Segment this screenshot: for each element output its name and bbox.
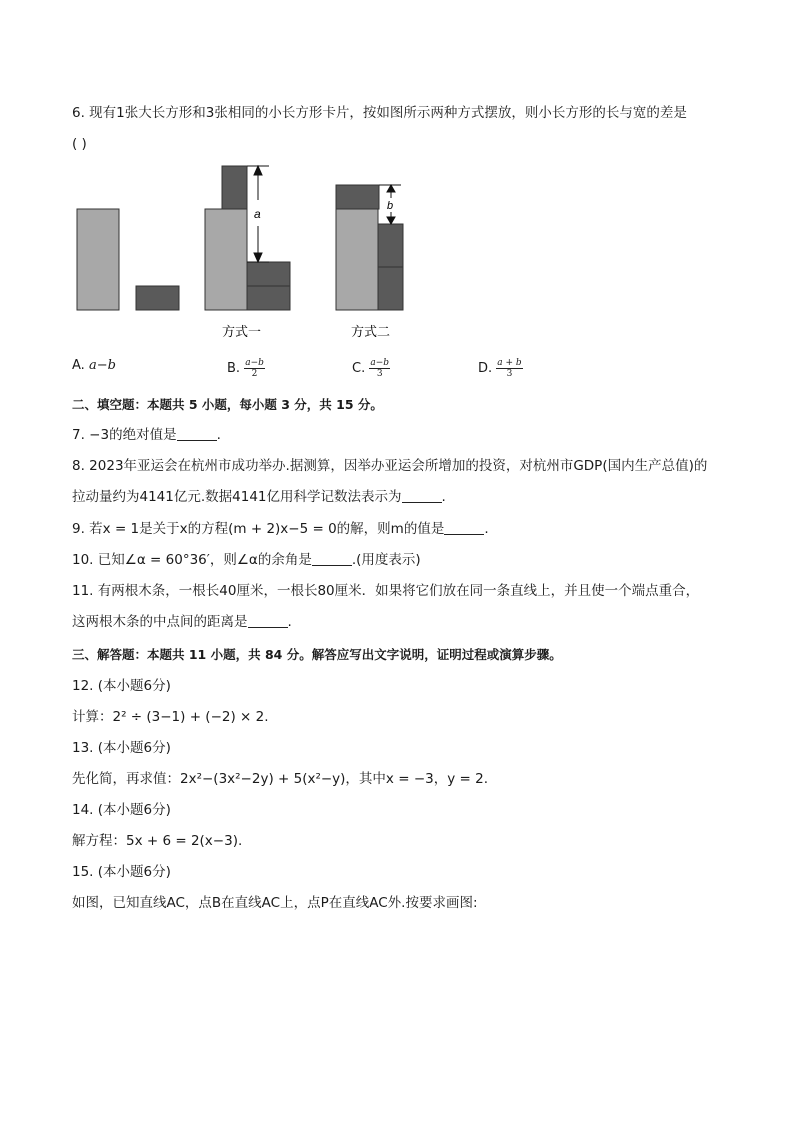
q10-end: .(用度表示): [351, 552, 421, 568]
q13-body: 先化简，再求值：2x²−(3x²−2y) + 5(x²−y)，其中x = −3，y = 2.: [72, 771, 488, 787]
q10-text: 10. 已知∠α = 60°36′，则∠α的余角是: [72, 552, 312, 568]
q15-body: 如图，已知直线AC，点B在直线AC上，点P在直线AC外.按要求画图:: [72, 895, 478, 911]
q8-answer-blank[interactable]: [402, 490, 442, 503]
caption-method1: 方式一: [222, 324, 262, 339]
q7-answer-blank[interactable]: [177, 428, 217, 441]
q7: [72, 426, 221, 444]
caption-method2: 方式二: [351, 324, 391, 339]
option-c-fraction: [369, 358, 390, 379]
option-b-letter: B.: [227, 361, 241, 376]
q8-line2: [72, 488, 446, 506]
method1-small-horizontal-bottom: [247, 286, 290, 310]
option-b-denominator: 2: [251, 369, 258, 379]
method2-small-horizontal-top: [336, 185, 379, 209]
q14-label: 14. (本小题6分): [72, 802, 171, 818]
q15-label: 15. (本小题6分): [72, 864, 171, 880]
big-rectangle-card: [77, 209, 119, 310]
option-c-denominator: 3: [376, 369, 383, 379]
method2-big-rectangle: [336, 209, 378, 310]
option-c[interactable]: [352, 358, 390, 379]
q11-line1: 11. 有两根木条，一根长40厘米，一根长80厘米．如果将它们放在同一条直线上，并且使一个端点重合，: [72, 583, 700, 599]
label-b: b: [387, 200, 394, 212]
q6-stem: 6. 现有1张大长方形和3张相同的小长方形卡片，按如图所示两种方式摆放，则小长方形的长与宽的差是: [72, 105, 687, 121]
option-a-expr: a−b: [88, 358, 116, 373]
q11-line2-text: 这两根木条的中点间的距离是: [72, 614, 248, 630]
option-a-letter: A.: [72, 358, 85, 373]
q11-answer-blank[interactable]: [248, 615, 288, 628]
method1-small-horizontal-top: [247, 262, 290, 286]
q6-answer-paren: ( ): [72, 136, 87, 152]
q11-end: .: [287, 614, 292, 630]
q11-line2: [72, 613, 292, 631]
q8-end: .: [441, 489, 446, 505]
q9: [72, 520, 489, 538]
method2-small-vertical-bottom: [378, 267, 403, 310]
option-c-numerator: a−b: [370, 358, 390, 368]
q9-text: 9. 若x = 1是关于x的方程(m + 2)x−5 = 0的解，则m的值是: [72, 521, 445, 537]
option-d-fraction: [496, 358, 522, 379]
q6-figure: [0, 160, 794, 350]
option-b[interactable]: [227, 358, 265, 379]
option-d-numerator: a + b: [497, 358, 522, 368]
q10: [72, 551, 421, 569]
option-b-fraction: [244, 358, 265, 379]
q8-line1: 8. 2023年亚运会在杭州市成功举办.据测算，因举办亚运会所增加的投资，对杭州市GDP(国内生产总值)的: [72, 458, 708, 474]
q9-answer-blank[interactable]: [444, 522, 484, 535]
option-c-letter: C.: [352, 361, 366, 376]
option-d-letter: D.: [478, 361, 493, 376]
q9-end: .: [484, 521, 489, 537]
q13-label: 13. (本小题6分): [72, 740, 171, 756]
method1-small-vertical: [222, 166, 247, 209]
option-b-numerator: a−b: [245, 358, 264, 368]
method2-small-vertical-top: [378, 224, 403, 267]
section3-heading: 三、解答题：本题共 11 小题，共 84 分。解答应写出文字说明，证明过程或演算步骤。: [72, 647, 562, 662]
option-a[interactable]: [72, 358, 116, 373]
option-d-denominator: 3: [506, 369, 513, 379]
section2-heading: 二、填空题：本题共 5 小题，每小题 3 分，共 15 分。: [72, 397, 383, 412]
small-rectangle-card: [136, 286, 179, 310]
label-a: a: [254, 207, 261, 221]
q7-text: 7. −3的绝对值是: [72, 427, 177, 443]
q8-line2-text: 拉动量约为4141亿元.数据4141亿用科学记数法表示为: [72, 489, 402, 505]
option-d[interactable]: [478, 358, 523, 379]
q12-body: 计算：2² ÷ (3−1) + (−2) × 2.: [72, 709, 269, 725]
q14-body: 解方程：5x + 6 = 2(x−3).: [72, 833, 243, 849]
q10-answer-blank[interactable]: [312, 553, 352, 566]
q7-end: .: [216, 427, 221, 443]
q12-label: 12. (本小题6分): [72, 678, 171, 694]
method1-big-rectangle: [205, 209, 247, 310]
